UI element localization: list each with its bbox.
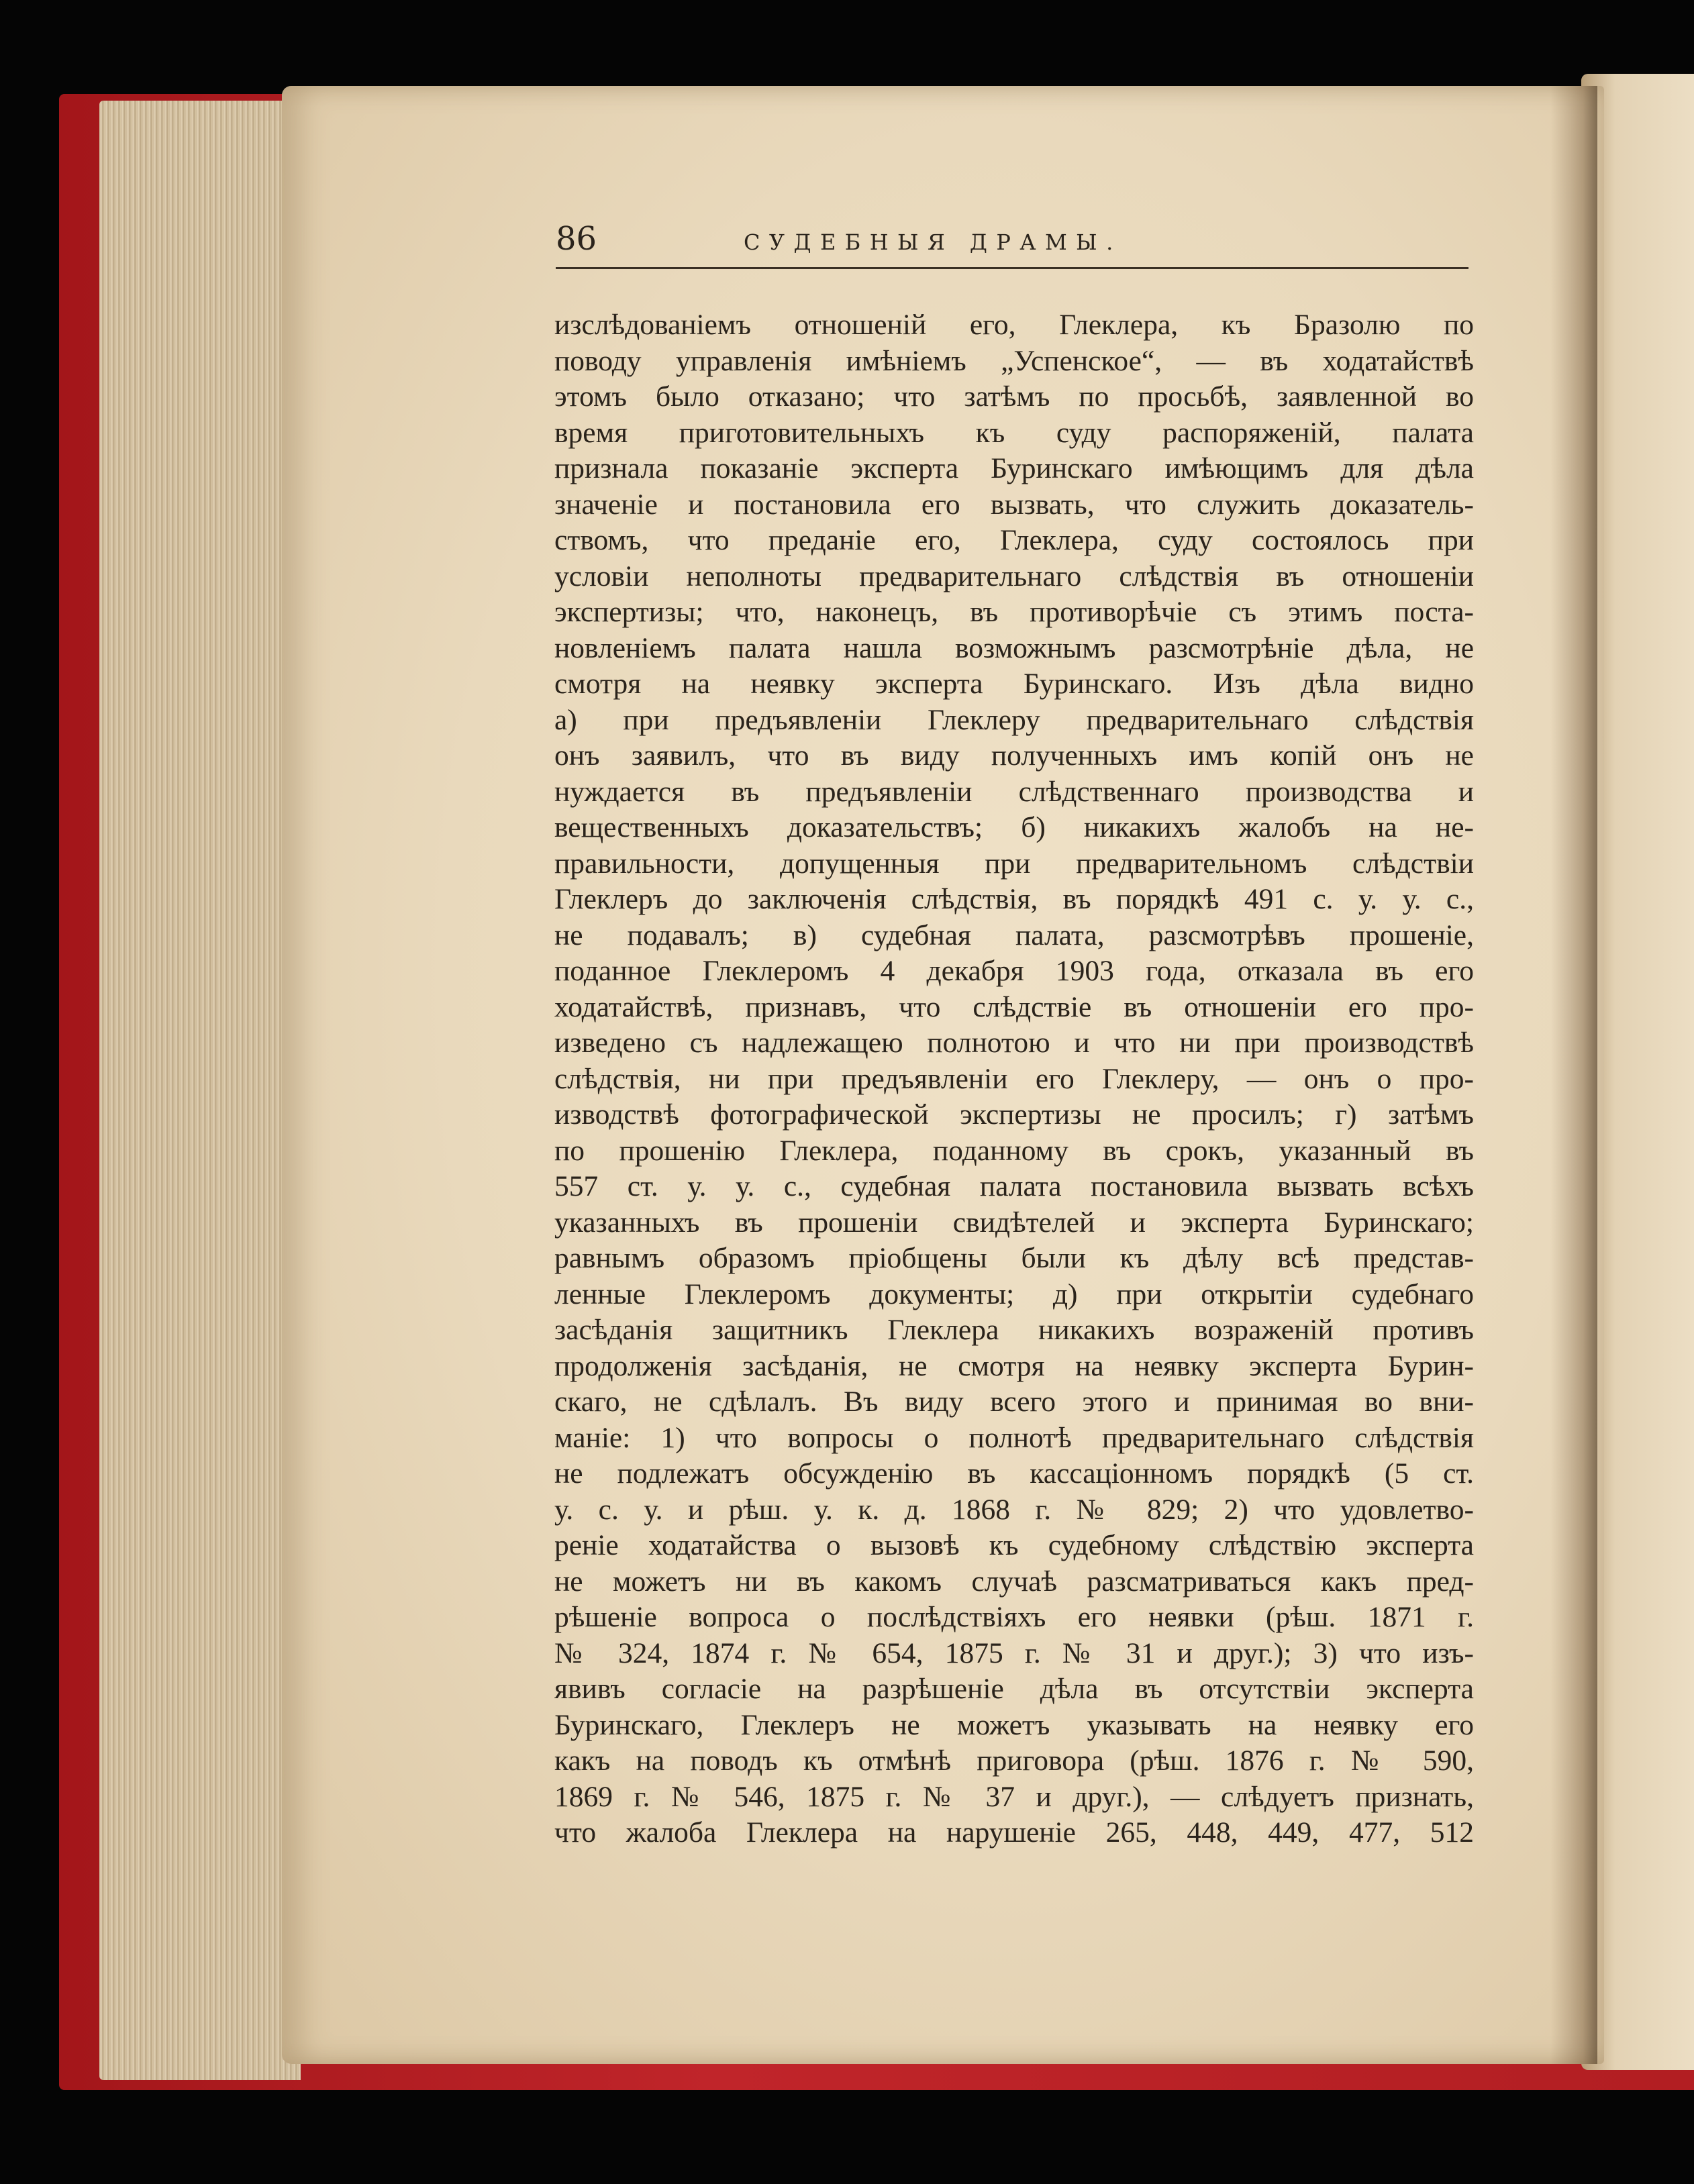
- text-line: не можетъ ни въ какомъ случаѣ разсматриваться какъ пред-: [554, 1565, 1474, 1598]
- text-line: слѣдствія, ни при предъявленіи его Глеклеру, — онъ о про-: [554, 1062, 1474, 1095]
- text-line: условіи неполноты предварительнаго слѣдствія въ отношеніи: [554, 560, 1474, 592]
- text-line: изслѣдованіемъ отношеній его, Глеклера, къ Бразолю по: [554, 309, 1474, 341]
- text-line: какъ на поводъ къ отмѣнѣ приговора (рѣш. 1876 г. № 590,: [554, 1745, 1474, 1777]
- text-line: указанныхъ въ прошеніи свидѣтелей и эксперта Буринскаго;: [554, 1206, 1474, 1239]
- text-line: онъ заявилъ, что въ виду полученныхъ имъ копій онъ не: [554, 739, 1474, 772]
- text-line: признала показаніе эксперта Буринскаго имѣющимъ для дѣла: [554, 452, 1474, 484]
- text-line: этомъ было отказано; что затѣмъ по просьбѣ, заявленной во: [554, 380, 1474, 413]
- text-line: равнымъ образомъ пріобщены были къ дѣлу всѣ представ-: [554, 1242, 1474, 1274]
- text-line: скаго, не сдѣлалъ. Въ виду всего этого и принимая во вни-: [554, 1386, 1474, 1418]
- text-line: изведено съ надлежащею полнотою и что ни при производствѣ: [554, 1027, 1474, 1059]
- text-line: что жалоба Глеклера на нарушеніе 265, 448, 449, 477, 512: [554, 1816, 1474, 1849]
- text-line: не подавалъ; в) судебная палата, разсмотрѣвъ прошеніе,: [554, 919, 1474, 951]
- text-line: № 324, 1874 г. № 654, 1875 г. № 31 и друг.); 3) что изъ-: [554, 1636, 1474, 1669]
- page-edges: [99, 101, 301, 2080]
- text-line: нуждается въ предъявленіи слѣдственнаго производства и: [554, 775, 1474, 808]
- text-line: 1869 г. № 546, 1875 г. № 37 и друг.), — слѣдуетъ признать,: [554, 1780, 1474, 1813]
- text-line: ленные Глеклеромъ документы; д) при открытіи судебнаго: [554, 1278, 1474, 1310]
- running-head: [556, 219, 1468, 266]
- text-line: явивъ согласіе на разрѣшеніе дѣла въ отсутствіи эксперта: [554, 1673, 1474, 1705]
- page-gutter-shadow: [1550, 86, 1597, 2064]
- text-line: засѣданія защитникъ Глеклера никакихъ возраженій противъ: [554, 1314, 1474, 1346]
- text-line: правильности, допущенныя при предварительномъ слѣдствіи: [554, 847, 1474, 880]
- text-line: ствомъ, что преданіе его, Глеклера, суду состоялось при: [554, 524, 1474, 556]
- text-line: Буринскаго, Глеклеръ не можетъ указывать на неявку его: [554, 1708, 1474, 1741]
- text-line: не подлежатъ обсужденію въ кассаціонномъ порядкѣ (5 ст.: [554, 1457, 1474, 1490]
- text-line: значеніе и постановила его вызвать, что служить доказатель-: [554, 488, 1474, 521]
- text-line: рѣшеніе вопроса о послѣдствіяхъ его неявки (рѣш. 1871 г.: [554, 1601, 1474, 1633]
- text-line: реніе ходатайства о вызовѣ къ судебному слѣдствію эксперта: [554, 1529, 1474, 1561]
- text-line: смотря на неявку эксперта Буринскаго. Изъ дѣла видно: [554, 668, 1474, 700]
- text-line: 557 ст. у. у. с., судебная палата постановила вызвать всѣхъ: [554, 1170, 1474, 1202]
- text-line: экспертизы; что, наконецъ, въ противорѣчіе съ этимъ поста-: [554, 596, 1474, 628]
- body-text: [554, 307, 1474, 1851]
- text-line: вещественныхъ доказательствъ; б) никакихъ жалобъ на не-: [554, 811, 1474, 843]
- page-number: 86: [556, 220, 597, 258]
- text-line: ходатайствѣ, признавъ, что слѣдствіе въ отношеніи его про-: [554, 990, 1474, 1023]
- header-rule: [556, 267, 1468, 269]
- text-line: маніе: 1) что вопросы о полнотѣ предварительнаго слѣдствія: [554, 1421, 1474, 1454]
- text-line: поданное Глеклеромъ 4 декабря 1903 года, отказала въ его: [554, 955, 1474, 987]
- text-line: по прошенію Глеклера, поданному въ срокъ, указанный въ: [554, 1134, 1474, 1167]
- text-line: Глеклеръ до заключенія слѣдствія, въ порядкѣ 491 с. у. у. с.,: [554, 883, 1474, 915]
- text-line: а) при предъявленіи Глеклеру предварительнаго слѣдствія: [554, 703, 1474, 736]
- text-line: у. с. у. и рѣш. у. к. д. 1868 г. № 829; 2) что удовлетво-: [554, 1493, 1474, 1526]
- text-line: изводствѣ фотографической экспертизы не просилъ; г) затѣмъ: [554, 1098, 1474, 1131]
- running-title: СУДЕБНЫЯ ДРАМЫ.: [744, 229, 1122, 255]
- text-line: продолженія засѣданія, не смотря на неявку эксперта Бурин-: [554, 1349, 1474, 1382]
- text-line: время приготовительныхъ къ суду распоряженій, палата: [554, 416, 1474, 449]
- text-line: новленіемъ палата нашла возможнымъ разсмотрѣніе дѣла, не: [554, 631, 1474, 664]
- text-line: поводу управленія имѣніемъ „Успенское“, — въ ходатайствѣ: [554, 344, 1474, 377]
